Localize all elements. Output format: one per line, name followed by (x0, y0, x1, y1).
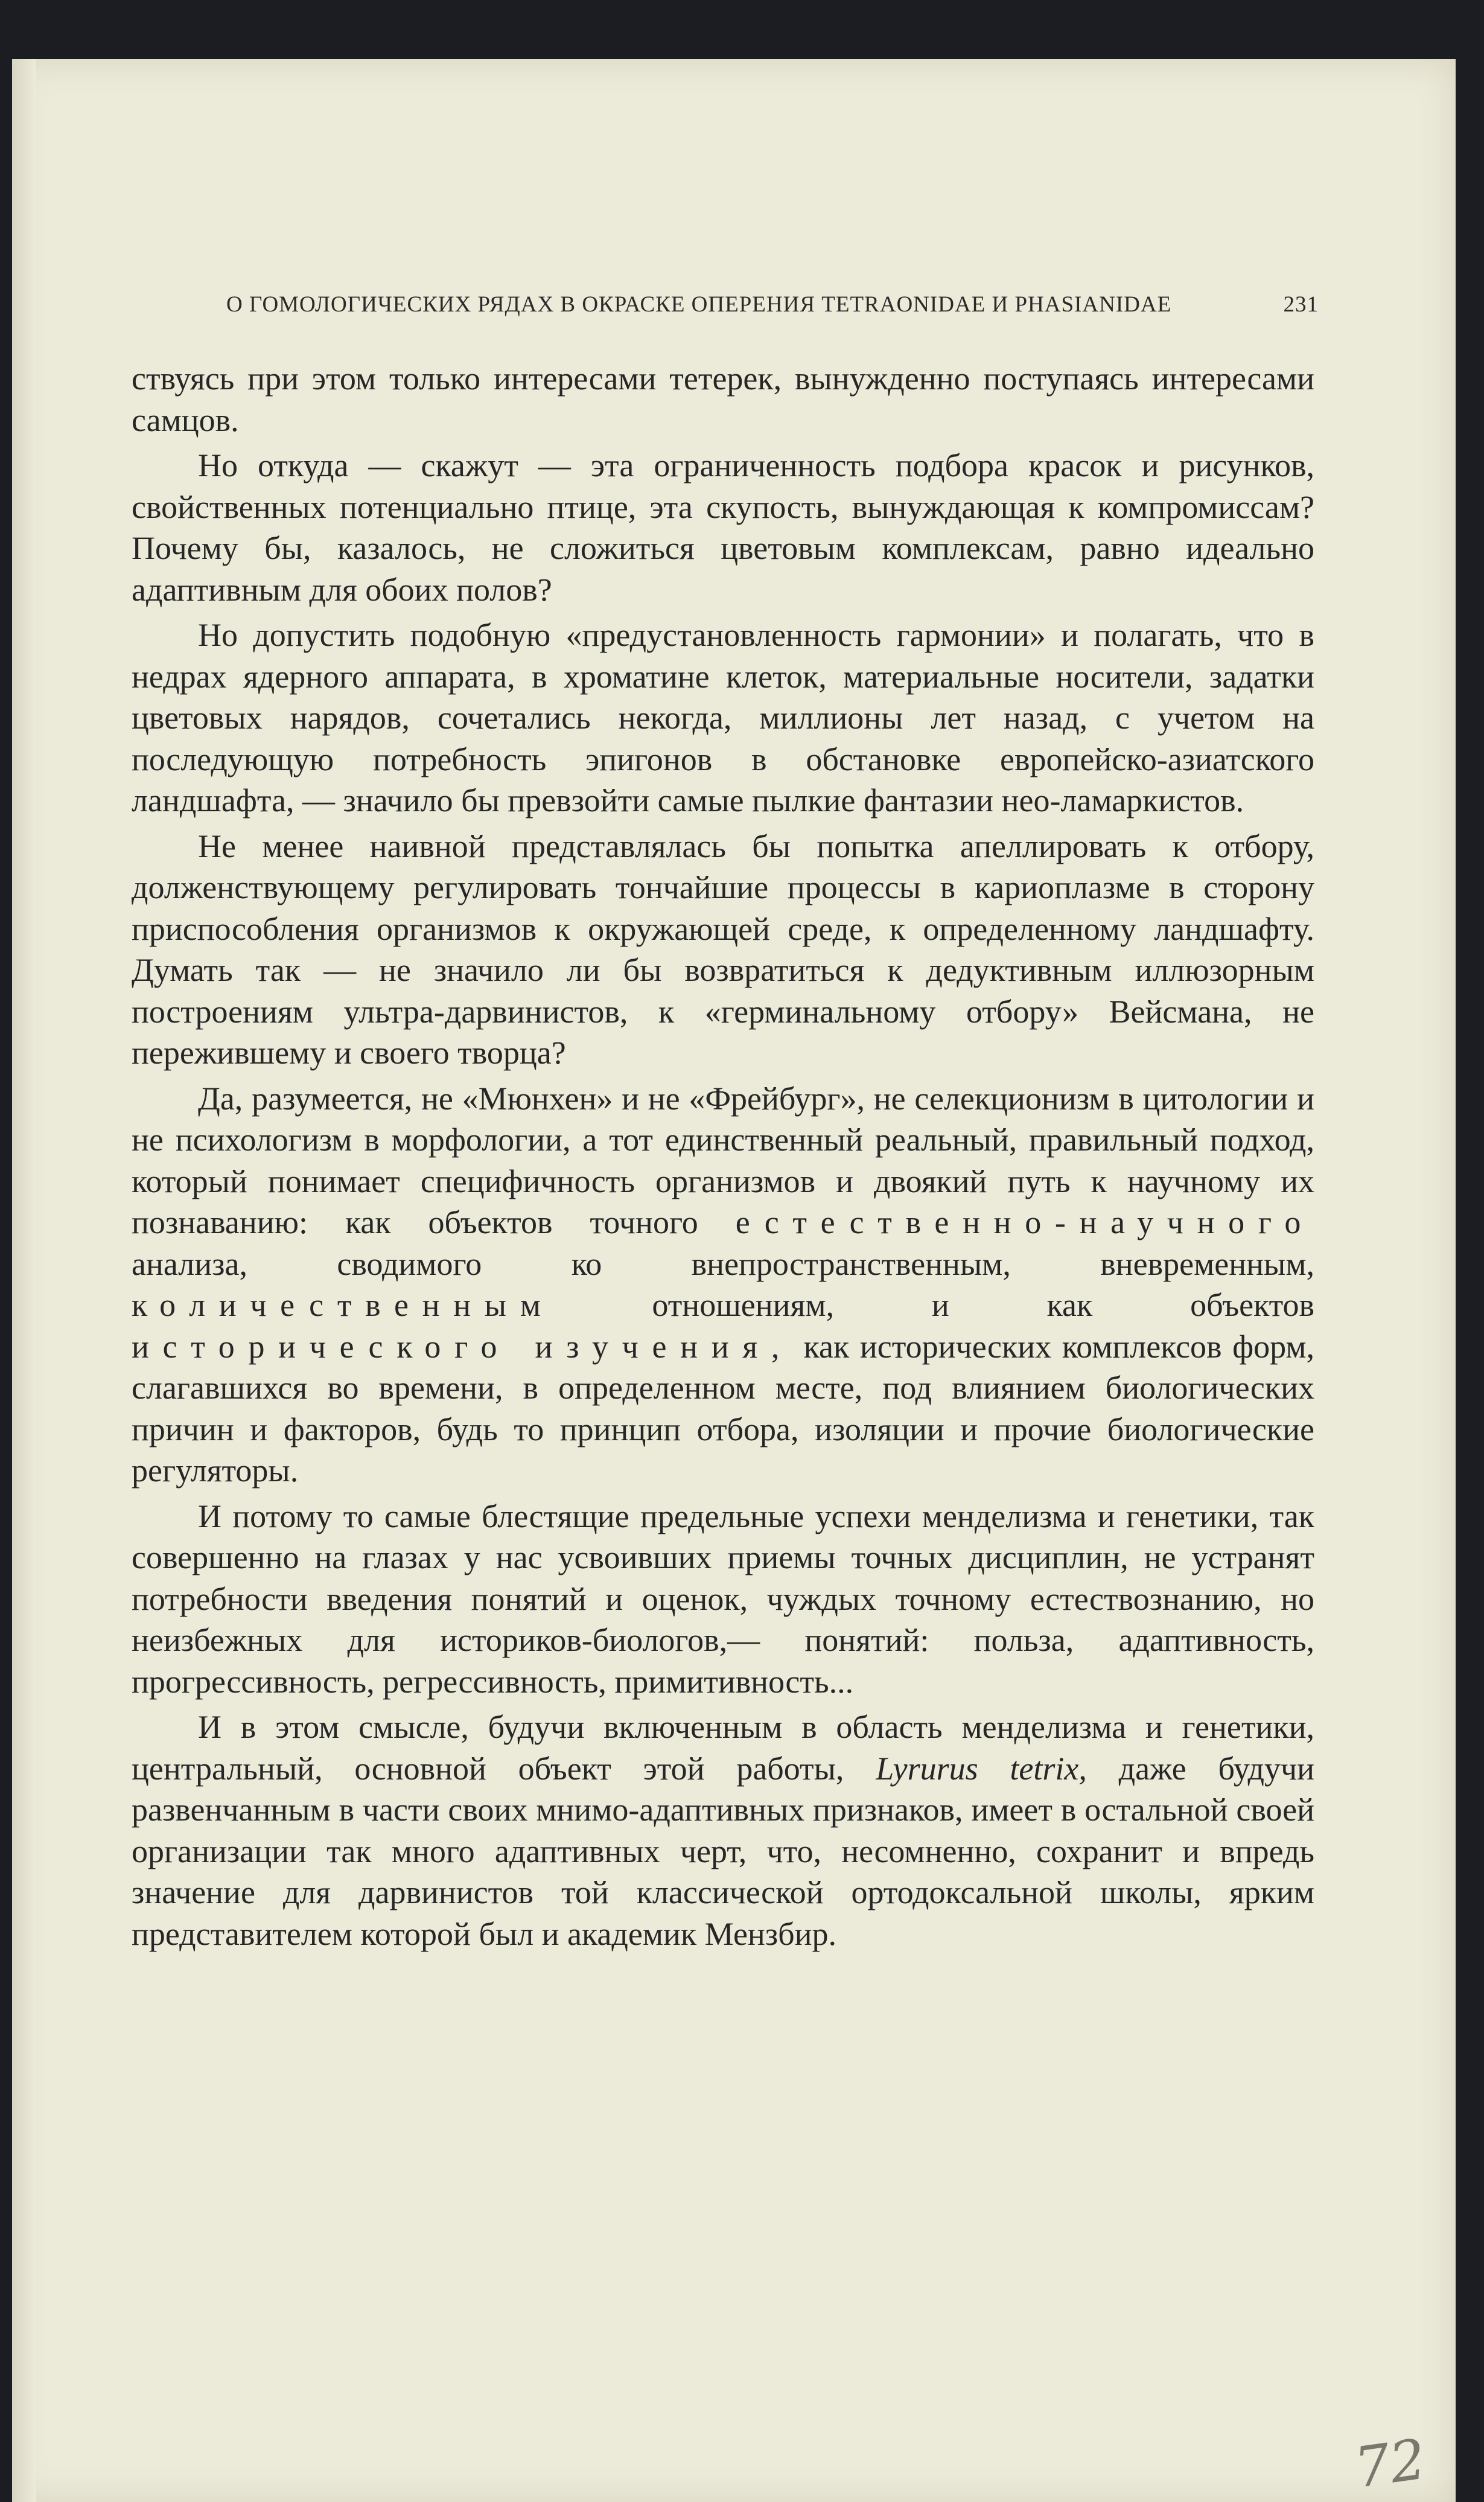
page-number: 231 (1283, 292, 1319, 317)
paragraph-4: Не менее наивной представлялась бы попытка апеллировать к отбору, долженствующему регулировать тончайшие процессы в кариоплазме в сторону приспособления организмов к окружающей среде, к определенному ландшафту. Думать так — не значило ли бы возвратиться к дедуктивным иллюзорным построениям ультра-дарвинистов, к «герминальному отбору» Вейсмана, не пережившему и своего творца? (132, 828, 1314, 1071)
running-header (226, 292, 1319, 318)
paragraph-5-part-b: анализа, сводимого ко внепространственным, вневременным, (132, 1245, 1314, 1282)
paragraph-3: Но допустить подобную «предустановленность гармонии» и полагать, что в недрах ядерного аппарата, в хроматине клеток, материальные носители, задатки цветовых нарядов, сочетались некогда, миллионы лет назад, с учетом на последующую потребность эпигонов в обстановке европейско-азиатского ландшафта, — значило бы превзойти самые пылкие фантазии нео-ламаркистов. (132, 617, 1314, 819)
spaced-emphasis-1: естественно-научного (735, 1204, 1315, 1240)
page-gutter (12, 59, 36, 2502)
spaced-emphasis-3: исторического изучения, (132, 1328, 794, 1365)
paragraph-5-part-d: как исторических комплексов форм, слагавшихся во времени, в определенном месте, под влиянием биологических причин и факторов, будь то принцип отбора, изоляции и прочие биологические регуляторы. (132, 1328, 1315, 1489)
paragraph-5-part-c: отношениям, и как объектов (652, 1287, 1314, 1323)
paragraph-2: Но откуда — скажут — эта ограниченность подбора красок и рисунков, свойственных потенциально птице, эта скупость, вынуждающая к компромиссам? Почему бы, казалось, не сложиться цветовым комплексам, равно идеально адаптивным для обоих полов? (132, 447, 1314, 608)
paragraph-7-part-a: И в этом смысле, будучи включенным в область менделизма и генетики, центральный, основной объект этой работы, (132, 1709, 1314, 1787)
body-text (132, 358, 1314, 1959)
paragraph-5 (132, 1078, 1314, 1492)
paragraph-6: И потому то самые блестящие предельные успехи менделизма и генетики, так совершенно на глазах у нас усвоивших приемы точных дисциплин, не устранят потребности введения понятий и оценок, чуждых точному естествознанию, но неизбежных для историков-биологов,— понятий: польза, адаптивность, прогрессивность, регрессивность, примитивность... (132, 1498, 1314, 1700)
paragraph-1: ствуясь при этом только интересами тетерек, вынужденно поступаясь интересами самцов. (132, 360, 1314, 438)
paragraph-5-part-a: Да, разумеется, не «Мюнхен» и не «Фрейбург», не селекционизм в цитологии и не психологизм в морфологии, а тот единственный реальный, правильный подход, который понимает специфичность организмов и двоякий путь к научному их познаванию: как объектов точного (132, 1080, 1314, 1240)
handwritten-folio-number: 72 (1351, 2427, 1430, 2501)
paragraph-7-part-b: даже будучи развенчанным в части своих мнимо-адаптивных признаков, имеет в остальной своей организации так много адаптивных черт, что, несомненно, сохранит и впредь значение для дарвинистов той классической ортодоксальной школы, ярким представителем которой был и академик Мензбир. (132, 1750, 1315, 1952)
running-title: О ГОМОЛОГИЧЕСКИХ РЯДАХ В ОКРАСКЕ ОПЕРЕНИЯ TETRAONIDAE И PHASIANIDAE (226, 292, 1172, 317)
spaced-emphasis-2: количественным (132, 1287, 555, 1323)
book-page (12, 59, 1456, 2502)
paragraph-7 (132, 1706, 1314, 1955)
species-name: Lyrurus tetrix, (876, 1750, 1087, 1787)
